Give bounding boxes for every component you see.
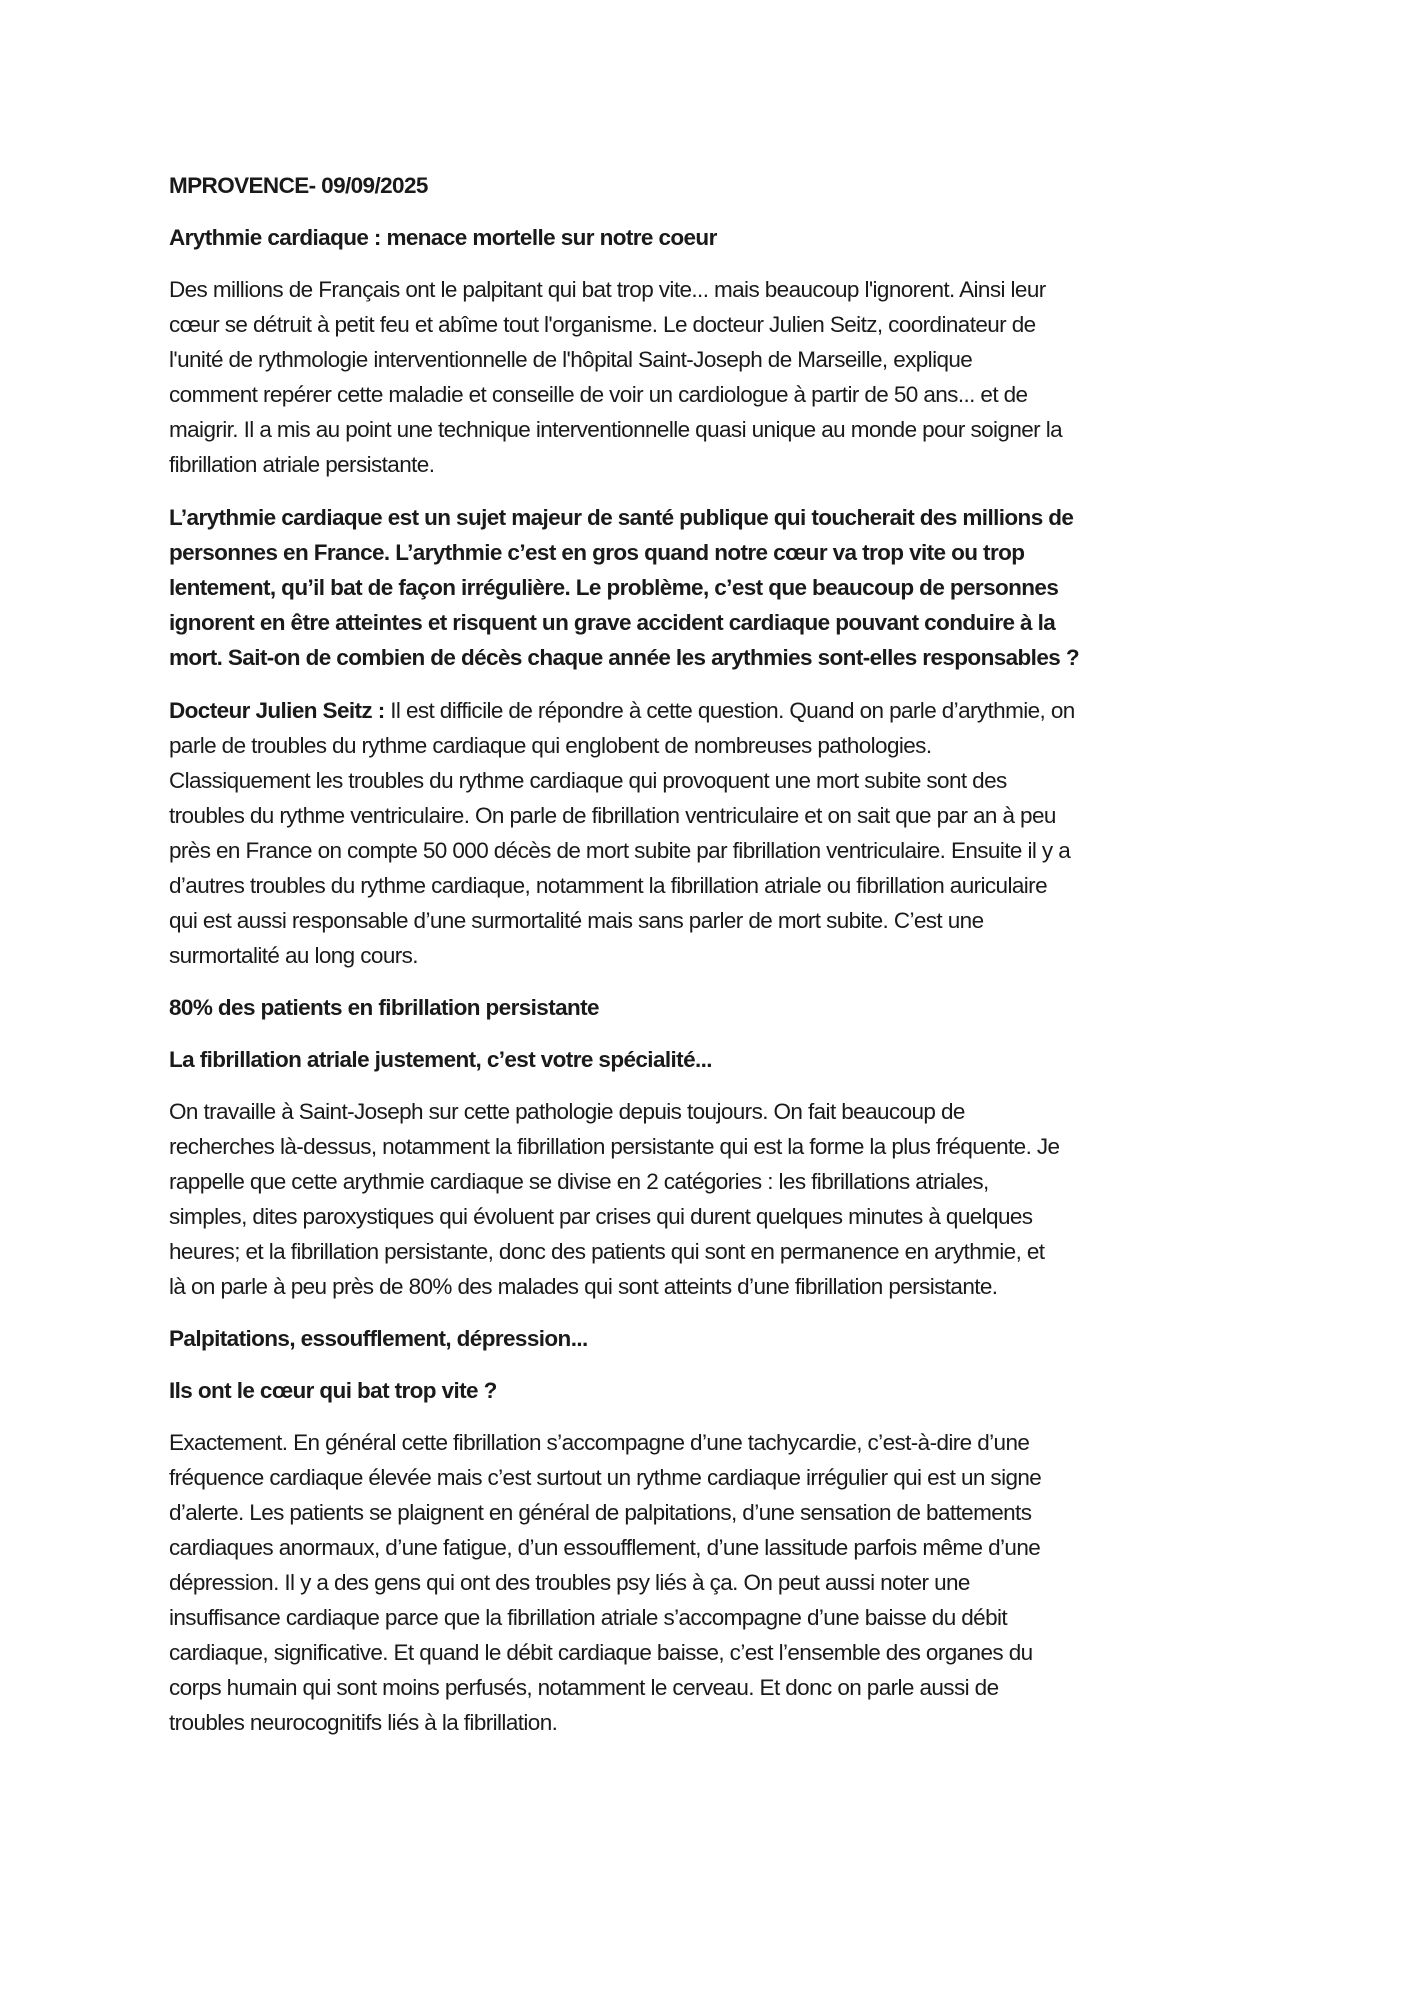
paragraph-line: mort. Sait-on de combien de décès chaque année les arythmies sont-elles responsables ? [169,645,1079,670]
speaker-name: Docteur Julien Seitz : [169,698,385,723]
paragraph-line: ignorent en être atteintes et risquent un grave accident cardiaque pouvant conduire à la [169,610,1056,635]
document-page [169,168,1269,1740]
answer-2 [169,1094,1269,1304]
paragraph-line: L’arythmie cardiaque est un sujet majeur de santé publique qui toucherait des millions de [169,505,1074,530]
paragraph-line: fibrillation atriale persistante. [169,452,435,477]
paragraph-line: cardiaques anormaux, d’une fatigue, d’un essoufflement, d’une lassitude parfois même d’une [169,1535,1041,1560]
paragraph-line: près en France on compte 50 000 décès de mort subite par fibrillation ventriculaire. Ensuite il y a [169,838,1071,863]
paragraph-line: troubles du rythme ventriculaire. On parle de fibrillation ventriculaire et on sait que par an à peu [169,803,1056,828]
paragraph-line: lentement, qu’il bat de façon irrégulière. Le problème, c’est que beaucoup de personnes [169,575,1059,600]
paragraph-line: Des millions de Français ont le palpitant qui bat trop vite... mais beaucoup l'ignorent. Ainsi leur [169,277,1046,302]
subheading: 80% des patients en fibrillation persistante [169,995,599,1020]
paragraph-line: parle de troubles du rythme cardiaque qui englobent de nombreuses pathologies. [169,733,932,758]
intro-paragraph [169,272,1269,482]
paragraph-line: surmortalité au long cours. [169,943,418,968]
paragraph-line: On travaille à Saint-Joseph sur cette pathologie depuis toujours. On fait beaucoup de [169,1099,965,1124]
paragraph-line: maigrir. Il a mis au point une technique interventionnelle quasi unique au monde pour soigner la [169,417,1063,442]
paragraph-line: Exactement. En général cette fibrillation s’accompagne d’une tachycardie, c’est-à-dire d’une [169,1430,1030,1455]
paragraph-line: cœur se détruit à petit feu et abîme tout l'organisme. Le docteur Julien Seitz, coordinateur de [169,312,1036,337]
paragraph-line: corps humain qui sont moins perfusés, notamment le cerveau. Et donc on parle aussi de [169,1675,999,1700]
paragraph-line: recherches là-dessus, notamment la fibrillation persistante qui est la forme la plus fréquente. Je [169,1134,1060,1159]
paragraph-line: insuffisance cardiaque parce que la fibrillation atriale s’accompagne d’une baisse du débit [169,1605,1008,1630]
question-2: La fibrillation atriale justement, c’est votre spécialité... [169,1047,712,1072]
paragraph-line: troubles neurocognitifs liés à la fibrillation. [169,1710,558,1735]
answer-3 [169,1425,1269,1740]
paragraph-line: comment repérer cette maladie et conseille de voir un cardiologue à partir de 50 ans... et de [169,382,1028,407]
question-1 [169,500,1269,675]
answer-1 [169,693,1269,973]
paragraph-line: l'unité de rythmologie interventionnelle de l'hôpital Saint-Joseph de Marseille, explique [169,347,973,372]
paragraph-line: Classiquement les troubles du rythme cardiaque qui provoquent une mort subite sont des [169,768,1007,793]
question-3: Ils ont le cœur qui bat trop vite ? [169,1378,497,1403]
paragraph-line: qui est aussi responsable d’une surmortalité mais sans parler de mort subite. C’est une [169,908,984,933]
paragraph-line: simples, dites paroxystiques qui évoluent par crises qui durent quelques minutes à quelques [169,1204,1033,1229]
paragraph-line: d’autres troubles du rythme cardiaque, notamment la fibrillation atriale ou fibrillation auriculaire [169,873,1047,898]
paragraph-line: cardiaque, significative. Et quand le débit cardiaque baisse, c’est l’ensemble des organes du [169,1640,1033,1665]
paragraph-line: dépression. Il y a des gens qui ont des troubles psy liés à ça. On peut aussi noter une [169,1570,970,1595]
subheading: Palpitations, essoufflement, dépression... [169,1326,588,1351]
answer-text: Il est difficile de répondre à cette question. Quand on parle d’arythmie, on [384,698,1075,723]
paragraph-line: rappelle que cette arythmie cardiaque se divise en 2 catégories : les fibrillations atriales, [169,1169,989,1194]
paragraph-line: fréquence cardiaque élevée mais c’est surtout un rythme cardiaque irrégulier qui est un signe [169,1465,1042,1490]
paragraph-line: là on parle à peu près de 80% des malades qui sont atteints d’une fibrillation persistante. [169,1274,998,1299]
paragraph-line [169,693,1269,728]
document-header: MPROVENCE- 09/09/2025 [169,173,428,198]
paragraph-line: d’alerte. Les patients se plaignent en général de palpitations, d’une sensation de battements [169,1500,1032,1525]
paragraph-line: personnes en France. L’arythmie c’est en gros quand notre cœur va trop vite ou trop [169,540,1025,565]
article-title: Arythmie cardiaque : menace mortelle sur notre coeur [169,225,717,250]
paragraph-line: heures; et la fibrillation persistante, donc des patients qui sont en permanence en arythmie, et [169,1239,1045,1264]
